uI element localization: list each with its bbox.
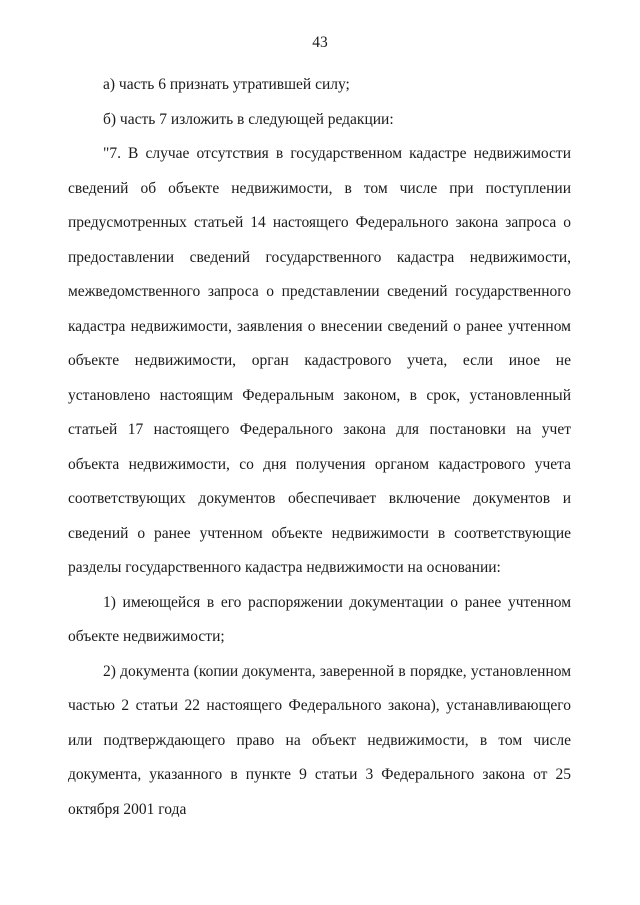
paragraph-item-a: а) часть 6 признать утратившей силу;	[103, 76, 350, 93]
paragraph-part-7: "7. В случае отсутствия в государственном кадастре недвижимости сведений об объекте недвижимости, в том числе при поступлении предусмотренных статьей 14 настоящего Федерального закона запроса о предоставлении сведений государственного кадастра недвижимости, межведомственного запроса о представлении сведений государственного кадастра недвижимости, заявления о внесении сведений о ранее учтенном объекте недвижимости, орган кадастрового учета, если иное не установлено настоящим Федеральным законом, в срок, установленный статьей 17 настоящего Федерального закона для постановки на учет объекта недвижимости, со дня получения органом кадастрового учета соответствующих документов обеспечивает включение документов и сведений о ранее учтенном объекте недвижимости в соответствующие разделы государственного кадастра недвижимости на основании:	[68, 145, 571, 576]
document-body	[68, 68, 571, 827]
paragraph-item-b: б) часть 7 изложить в следующей редакции:	[103, 110, 394, 128]
paragraph-point-2: 2) документа (копии документа, заверенной в порядке, установленном частью 2 статьи 22 настоящего Федерального закона), устанавливающего или подтверждающего право на объект недвижимости, в том числе документа, указанного в пункте 9 статьи 3 Федерального закона от 25 октября 2001 года	[68, 662, 571, 818]
page-number: 43	[312, 34, 328, 51]
paragraph-point-1: 1) имеющейся в его распоряжении документации о ранее учтенном объекте недвижимости;	[68, 593, 571, 645]
